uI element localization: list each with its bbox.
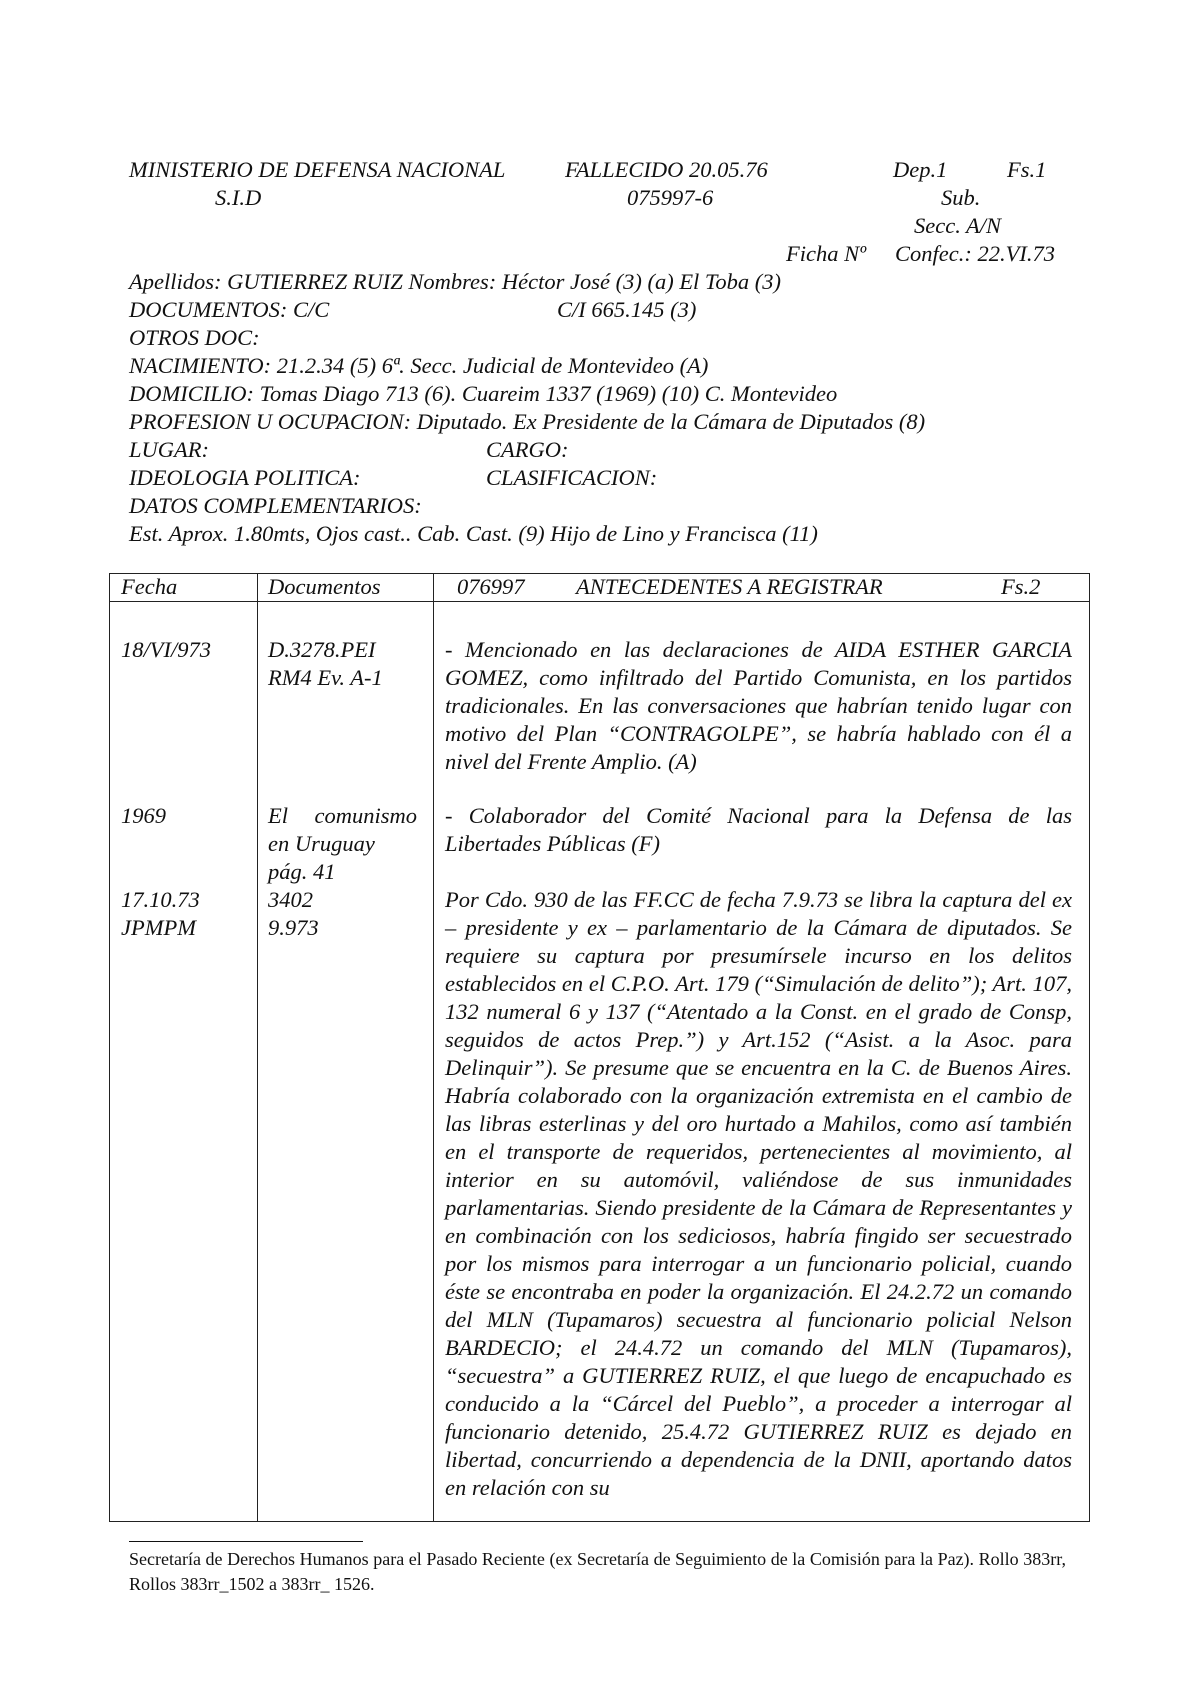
confec-date: Confec.: 22.VI.73	[895, 241, 1055, 266]
header-antecedentes	[434, 574, 1090, 602]
entry1-doc2: RM4 Ev. A-1	[268, 665, 383, 690]
entry1-fecha: 18/VI/973	[121, 637, 211, 662]
footnote: Secretaría de Derechos Humanos para el Pasado Reciente (ex Secretaría de Seguimiento de la Comisión para la Paz). Rollo 383rr, Rollos 383rr_1502 a 383rr_ 1526.	[129, 1549, 1066, 1594]
documentos-column	[258, 602, 434, 1522]
cargo-field: CARGO:	[486, 437, 569, 462]
entry3-fecha: 17.10.73	[121, 887, 200, 912]
fecha-column	[110, 602, 258, 1522]
otros-doc-field: OTROS DOC:	[129, 325, 260, 350]
header-documentos	[258, 574, 434, 602]
ministry-name: MINISTERIO DE DEFENSA NACIONAL	[129, 157, 506, 182]
table-header-row	[110, 574, 1090, 602]
entry3-doc1: 3402	[268, 887, 313, 912]
dep-label: Dep.1	[893, 157, 948, 182]
footnote-rule	[129, 1541, 363, 1542]
header-fs: Fs.2	[1001, 574, 1041, 599]
entry1-doc1: D.3278.PEI	[268, 637, 376, 662]
entry2-text: - Colaborador del Comité Nacional para la Defensa de las Libertades Públicas (F)	[445, 803, 1072, 856]
deceased-date: FALLECIDO 20.05.76	[565, 157, 768, 182]
antecedentes-table	[109, 573, 1090, 1522]
secc-label: Secc. A/N	[914, 213, 1002, 238]
documentos-field: DOCUMENTOS: C/C	[129, 297, 330, 322]
entry2-fecha: 1969	[121, 803, 166, 828]
file-number: 075997-6	[627, 185, 714, 210]
header-number: 076997	[457, 574, 525, 599]
nacimiento-field: NACIMIENTO: 21.2.34 (5) 6ª. Secc. Judicial de Montevideo (A)	[129, 353, 709, 378]
profesion-field: PROFESION U OCUPACION: Diputado. Ex Presidente de la Cámara de Diputados (8)	[129, 409, 926, 434]
entry2-doc: El comunismo en Uruguay	[268, 803, 417, 856]
apellidos-field: Apellidos: GUTIERREZ RUIZ Nombres: Héctor José (3) (a) El Toba (3)	[129, 269, 781, 294]
table-body-row	[110, 602, 1090, 1522]
datos-complementarios-field: DATOS COMPLEMENTARIOS:	[129, 493, 422, 518]
entry1-text: - Mencionado en las declaraciones de AIDA ESTHER GARCIA GOMEZ, como infiltrado del Partido Comunista, en los partidos tradicionales. En las conversaciones que habrían tenido lugar con motivo del Plan “CONTRAGOLPE”, se habría hablado con él a nivel del Frente Amplio. (A)	[445, 637, 1072, 774]
entry2-doc-page: pág. 41	[268, 859, 336, 884]
physical-description: Est. Aprox. 1.80mts, Ojos cast.. Cab. Cast. (9) Hijo de Lino y Francisca (11)	[129, 521, 818, 546]
entry3-text: Por Cdo. 930 de las FF.CC de fecha 7.9.73 se libra la captura del ex – presidente y ex – parlamentario de la Cámara de diputados. Se requiere su captura por presumírsele incurso en los delitos establecidos en el C.P.O. Art. 179 (“Simulación de delito”); Art. 107, 132 numeral 6 y 137 (“Atentado a la Const. en el grado de Consp, seguidos de actos Prep.”) y Art.152 (“Asist. a la Asoc. para Delinquir”). Se presume que se encuentra en la C. de Buenos Aires. Habría colaborado con la organización extremista en el cambio de las libras esterlinas y del oro hurtado a Mahilos, como así también en el transporte de requeridos, pertenecientes al movimiento, al interior en su automóvil, valiéndose de sus inmunidades parlamentarias. Siendo presidente de la Cámara de Representantes y en combinación con los sediciosos, habría fingido ser secuestrado por los mismos para interrogar a un funcionario policial, cuando éste se encontraba en poder la organización. El 24.2.72 un comando del MLN (Tupamaros) secuestra al funcionario policial Nelson BARDECIO; el 24.4.72 un comando del MLN (Tupamaros), “secuestra” a GUTIERREZ RUIZ, el que luego de encapuchado es conducido a la “Cárcel del Pueblo”, a proceder a interrogar al funcionario detenido, 25.4.72 GUTIERREZ RUIZ es dejado en libertad, concurriendo a dependencia de la DNII, aportando datos en relación con su	[445, 887, 1072, 1500]
header-fecha-label: Fecha	[121, 574, 178, 599]
entry3-doc2: 9.973	[268, 915, 319, 940]
ci-field: C/I 665.145 (3)	[557, 297, 697, 322]
sub-label: Sub.	[941, 185, 981, 210]
sid-label: S.I.D	[215, 185, 262, 210]
ficha-label: Ficha Nº	[786, 241, 867, 266]
entry3-court: JPMPM	[121, 915, 196, 940]
clasificacion-field: CLASIFICACION:	[486, 465, 658, 490]
header-antecedentes-label: ANTECEDENTES A REGISTRAR	[576, 574, 883, 599]
antecedentes-column	[434, 602, 1090, 1522]
lugar-field: LUGAR:	[129, 437, 209, 462]
domicilio-field: DOMICILIO: Tomas Diago 713 (6). Cuareim 1337 (1969) (10) C. Montevideo	[129, 381, 838, 406]
header-fecha	[110, 574, 258, 602]
header-documentos-label: Documentos	[268, 574, 381, 599]
fs-label: Fs.1	[1007, 157, 1047, 182]
ideologia-field: IDEOLOGIA POLITICA:	[129, 465, 361, 490]
